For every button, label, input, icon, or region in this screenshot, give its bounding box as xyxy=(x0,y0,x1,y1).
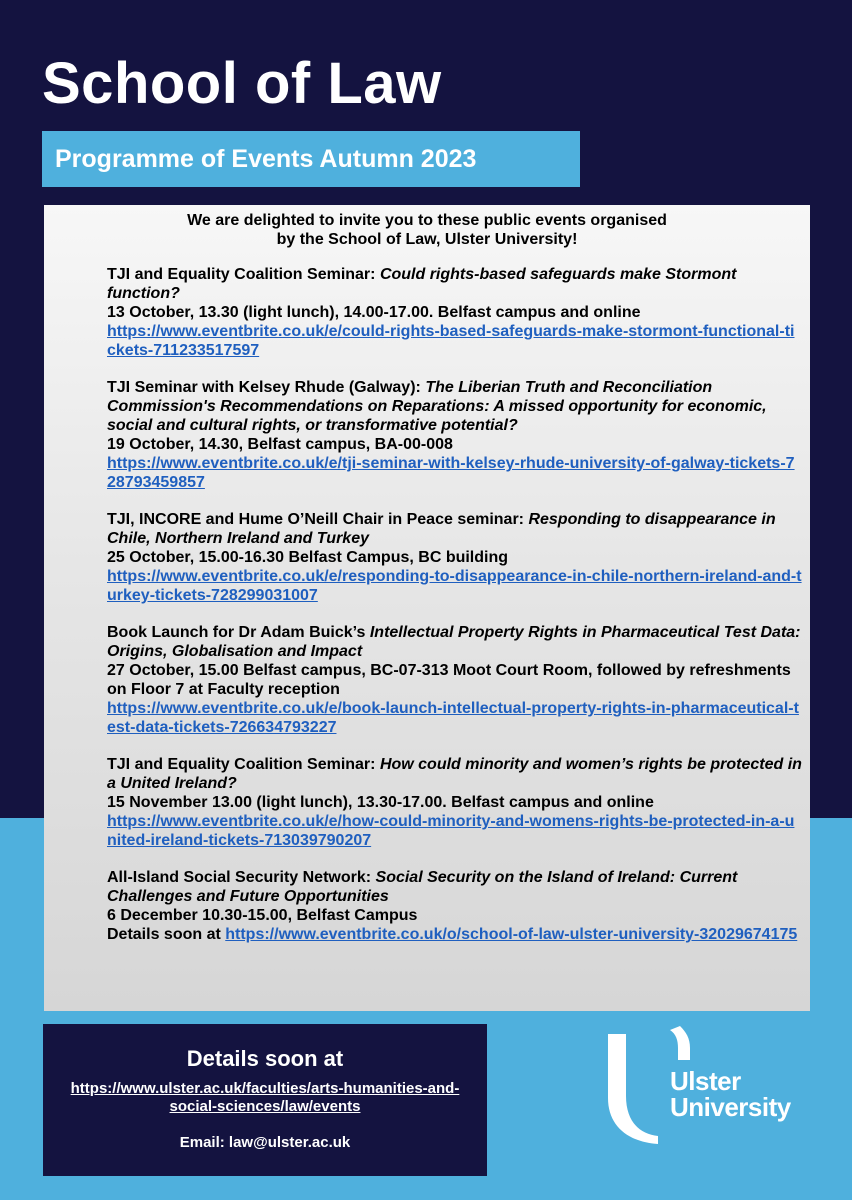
event-details: 19 October, 14.30, Belfast campus, BA-00-008 xyxy=(107,436,453,453)
footer-info-box xyxy=(43,1024,487,1176)
event-description xyxy=(107,265,802,303)
event-link[interactable]: https://www.eventbrite.co.uk/e/how-could-minority-and-womens-rights-be-protected-in-a-united-ireland-tickets-713039790207 xyxy=(107,813,795,849)
event-item xyxy=(107,868,802,944)
event-description xyxy=(107,623,802,661)
event-title: How could minority and women’s rights be protected in a United Ireland? xyxy=(107,756,802,792)
programme-banner xyxy=(42,131,580,187)
event-link[interactable]: https://www.eventbrite.co.uk/e/could-rights-based-safeguards-make-stormont-functional-tickets-711233517597 xyxy=(107,323,795,359)
intro-line-2: by the School of Law, Ulster University! xyxy=(276,231,578,248)
logo-line-ulster: Ulster xyxy=(670,1066,741,1096)
footer-heading: Details soon at xyxy=(186,1046,344,1071)
event-description xyxy=(107,755,802,793)
page-title: School of Law xyxy=(42,51,442,116)
event-organizer: TJI, INCORE and Hume O’Neill Chair in Peace seminar: xyxy=(107,511,529,528)
event-item xyxy=(107,755,802,850)
event-details: 25 October, 15.00-16.30 Belfast Campus, BC building xyxy=(107,549,509,566)
event-item xyxy=(107,510,802,605)
events-panel xyxy=(44,205,810,1011)
event-details: 27 October, 15.00 Belfast campus, BC-07-313 Moot Court Room, followed by refreshments on Floor 7 at Faculty reception xyxy=(107,662,791,698)
event-organizer: TJI and Equality Coalition Seminar: xyxy=(107,266,380,283)
event-item xyxy=(107,378,802,492)
event-title: Social Security on the Island of Ireland: Current Challenges and Future Opportunities xyxy=(107,869,738,905)
footer-events-link[interactable]: https://www.ulster.ac.uk/faculties/arts-humanities-and-social-sciences/law/events xyxy=(70,1080,460,1115)
event-organizer: All-Island Social Security Network: xyxy=(107,869,376,886)
event-organizer: Book Launch for Dr Adam Buick’s xyxy=(107,624,370,641)
event-link[interactable]: https://www.eventbrite.co.uk/e/book-launch-intellectual-property-rights-in-pharmaceutical-test-data-tickets-726634793227 xyxy=(107,700,799,736)
event-item xyxy=(107,623,802,737)
event-title: Intellectual Property Rights in Pharmaceutical Test Data: Origins, Globalisation and Impact xyxy=(107,624,801,660)
event-details: 6 December 10.30-15.00, Belfast Campus xyxy=(107,907,418,924)
event-item xyxy=(107,265,802,360)
details-prefix: Details soon at xyxy=(107,926,226,943)
event-title: Responding to disappearance in Chile, Northern Ireland and Turkey xyxy=(107,511,776,547)
event-description xyxy=(107,510,802,548)
event-link[interactable]: https://www.eventbrite.co.uk/o/school-of-law-ulster-university-32029674175 xyxy=(225,926,798,943)
intro-line-1: We are delighted to invite you to these public events organised xyxy=(187,212,667,229)
event-details: 15 November 13.00 (light lunch), 13.30-17.00. Belfast campus and online xyxy=(107,794,654,811)
event-link[interactable]: https://www.eventbrite.co.uk/e/tji-seminar-with-kelsey-rhude-university-of-galway-tickets-728793459857 xyxy=(107,455,795,491)
footer-email: Email: law@ulster.ac.uk xyxy=(179,1134,351,1151)
intro-text xyxy=(44,211,810,249)
logo-wordmark xyxy=(670,1068,791,1120)
logo-line-university: University xyxy=(670,1092,791,1122)
event-description xyxy=(107,868,802,906)
event-description xyxy=(107,378,802,435)
event-title: Could rights-based safeguards make Stormont function? xyxy=(107,266,737,302)
event-details: 13 October, 13.30 (light lunch), 14.00-17.00. Belfast campus and online xyxy=(107,304,641,321)
event-link[interactable]: https://www.eventbrite.co.uk/e/responding-to-disappearance-in-chile-northern-ireland-and-turkey-tickets-728299031007 xyxy=(107,568,802,604)
event-details-soon xyxy=(107,925,802,944)
event-title: The Liberian Truth and Reconciliation Commission's Recommendations on Reparations: A missed opportunity for economic, social and cultural rights, or transformative potential? xyxy=(107,379,767,434)
events-list xyxy=(107,265,802,962)
event-organizer: TJI and Equality Coalition Seminar: xyxy=(107,756,380,773)
programme-title: Programme of Events Autumn 2023 xyxy=(55,145,477,173)
event-organizer: TJI Seminar with Kelsey Rhude (Galway): xyxy=(107,379,426,396)
